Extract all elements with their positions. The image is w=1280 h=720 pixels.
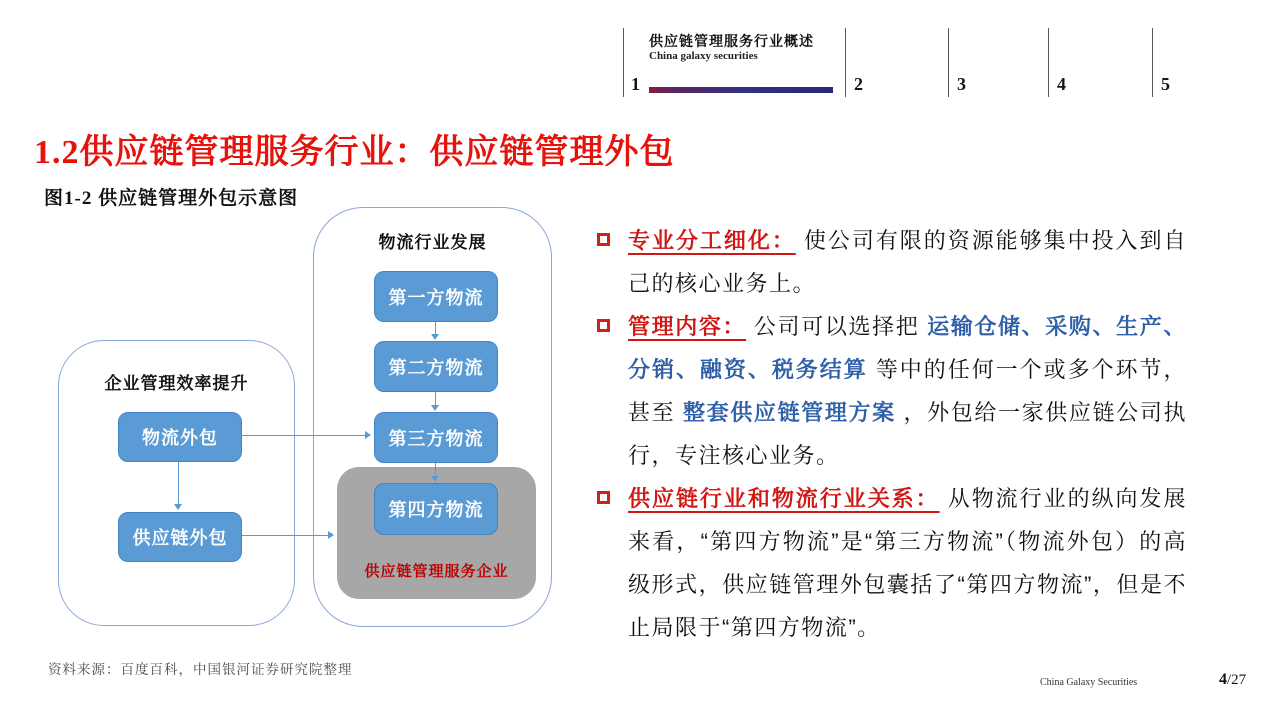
group-logistics-industry: [313, 207, 552, 627]
bullet-highlight: 运输仓储、采购、生产、分销、融资、税务结算: [628, 314, 1187, 382]
arrow-2pl-to-3pl: [435, 392, 436, 405]
arrow-logistics-to-scm-outsourcing: [178, 462, 179, 504]
arrow-scm-outsourcing-to-graybox: [242, 535, 328, 536]
source-note: 资料来源：百度百科，中国银河证券研究院整理: [48, 662, 353, 677]
bullet-highlight: 整套供应链管理方案: [683, 400, 896, 425]
bullet-industry-relation: [595, 477, 1187, 649]
group-enterprise-efficiency: [58, 340, 295, 626]
page-number: [1219, 671, 1246, 689]
bullet-text: 公司可以选择把: [753, 314, 920, 339]
header-divider: [1152, 28, 1153, 97]
page-current: 4: [1219, 671, 1227, 688]
brand-text: China Galaxy Securities: [1040, 677, 1138, 688]
bullet-management-content: [595, 305, 1187, 477]
section-progress-bar: [649, 87, 833, 93]
section-tab-1[interactable]: 1: [631, 74, 640, 94]
section-subtitle: China galaxy securities: [649, 50, 758, 62]
node-4pl: 第四方物流: [374, 483, 498, 535]
arrow-1pl-to-2pl: [435, 322, 436, 334]
bullet-lead: 专业分工细化：: [628, 228, 796, 253]
bullet-text: 使公司有限的资源能够集中投入到自己的核心业务上。: [628, 228, 1187, 296]
page-title: 1.2供应链管理服务行业：供应链管理外包: [34, 134, 675, 171]
node-logistics-outsourcing: 物流外包: [118, 412, 242, 462]
figure-caption: 图1-2 供应链管理外包示意图: [44, 188, 299, 209]
header-divider: [623, 28, 624, 97]
section-tab-5[interactable]: 5: [1161, 74, 1170, 94]
section-tab-3[interactable]: 3: [957, 74, 966, 94]
bullet-lead: 供应链行业和物流行业关系：: [628, 486, 940, 511]
header-divider: [1048, 28, 1049, 97]
bullet-text: 从物流行业的纵向发展来看，“第四方物流”是“第三方物流”（物流外包）的高级形式，供应链管理外包囊括了“第四方物流”，但是不止局限于“第四方物流”。: [628, 486, 1187, 640]
section-title: 供应链管理服务行业概述: [649, 33, 814, 49]
group-title: 企业管理效率提升: [104, 374, 249, 393]
checkbox-bullet-icon: [597, 491, 610, 504]
header-divider: [948, 28, 949, 97]
bullet-lead: 管理内容：: [628, 314, 747, 339]
checkbox-bullet-icon: [597, 233, 610, 246]
bullet-list: [595, 219, 1187, 649]
section-tab-2[interactable]: 2: [854, 74, 863, 94]
group-scm-service-enterprise: [337, 467, 536, 599]
bullet-text: 等中的任何一个或多个环节，甚至: [628, 357, 1187, 425]
node-1pl: 第一方物流: [374, 271, 498, 322]
group-title: 物流行业发展: [378, 233, 487, 252]
arrow-outsourcing-to-3pl: [242, 435, 365, 436]
arrow-3pl-to-4pl: [435, 463, 436, 476]
section-tab-4[interactable]: 4: [1057, 74, 1066, 94]
bullet-text: ，外包给一家供应链公司执行，专注核心业务。: [628, 400, 1187, 468]
node-2pl: 第二方物流: [374, 341, 498, 392]
header-divider: [845, 28, 846, 97]
bullet-specialization: [595, 219, 1187, 305]
node-3pl: 第三方物流: [374, 412, 498, 463]
gray-box-label: 供应链管理服务企业: [364, 563, 509, 580]
page-total: /27: [1227, 672, 1247, 688]
node-supplychain-outsourcing: 供应链外包: [118, 512, 242, 562]
checkbox-bullet-icon: [597, 319, 610, 332]
